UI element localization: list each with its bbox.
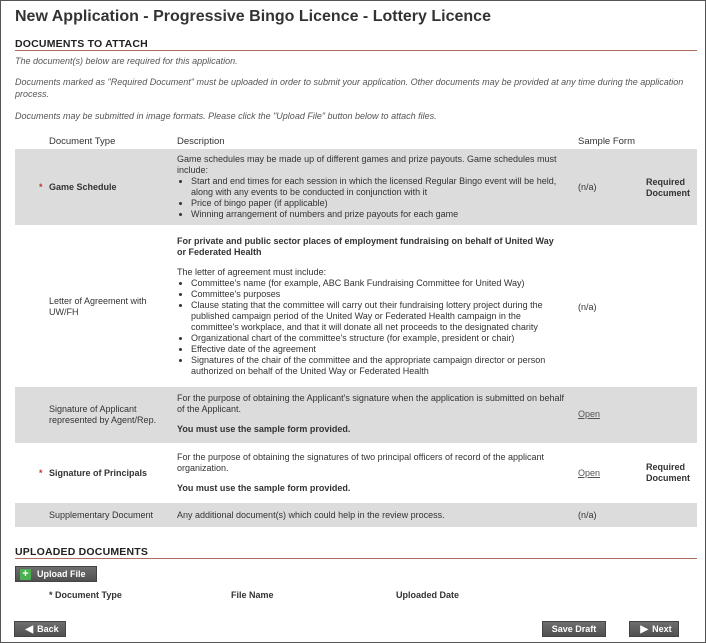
page-title: New Application - Progressive Bingo Licence - Lottery Licence xyxy=(15,8,491,25)
sample-form-requirement: You must use the sample form provided. xyxy=(177,424,351,434)
open-sample-form-link[interactable]: Open xyxy=(578,409,601,419)
description-item: • Signatures of the chair of the committee and the appropriate campaign director or person authorized on behalf of the United Way or Federated Health xyxy=(191,355,565,377)
column-document-type: Document Type xyxy=(49,136,116,147)
plus-icon: + xyxy=(20,569,31,580)
required-document-note: Documents marked as "Required Document" must be uploaded in order to submit your application. Other documents may be provided at any time during the application process. xyxy=(15,77,684,99)
description-intro: For the purpose of obtaining the signatures of two principal officers of record of the applicant organization. xyxy=(177,452,545,473)
description-intro: For the purpose of obtaining the Applicant's signature when the application is submitted on behalf of the Applicant. xyxy=(177,393,564,414)
arrow-right-icon: ▶ xyxy=(640,623,649,635)
document-row-game-schedule xyxy=(15,149,697,225)
column-sample-form: Sample Form xyxy=(578,136,636,147)
upload-file-button[interactable] xyxy=(15,566,97,582)
document-row-supplementary xyxy=(15,503,697,527)
document-description xyxy=(177,236,565,377)
document-row-signature-of-principals xyxy=(15,445,697,501)
sample-form: (n/a) xyxy=(578,302,597,312)
description-item: • Effective date of the agreement xyxy=(191,344,565,355)
document-type: Game Schedule xyxy=(49,182,117,192)
column-description: Description xyxy=(177,136,225,147)
description-item: • Committee's purposes xyxy=(191,289,565,300)
description-heading: For private and public sector places of employment fundraising on behalf of United Way or Federated Health xyxy=(177,236,554,257)
required-marker: * xyxy=(39,468,43,478)
sample-form: (n/a) xyxy=(578,510,597,520)
section-divider xyxy=(15,558,697,559)
document-description xyxy=(177,393,565,435)
next-label: Next xyxy=(652,624,672,634)
document-type: Signature of Principals xyxy=(49,468,148,478)
required-document-label: Required Document xyxy=(646,177,691,198)
save-draft-button[interactable] xyxy=(542,621,606,637)
sample-form-requirement: You must use the sample form provided. xyxy=(177,483,351,493)
next-button[interactable] xyxy=(629,621,679,637)
column-file-name: File Name xyxy=(231,590,274,600)
document-type: Signature of Applicant represented by Agent/Rep. xyxy=(49,404,157,425)
documents-section-heading: DOCUMENTS TO ATTACH xyxy=(15,38,148,50)
back-label: Back xyxy=(37,624,59,634)
documents-table-header xyxy=(15,136,697,147)
description-item: • Committee's name (for example, ABC Bank Fundraising Committee for United Way) xyxy=(191,278,565,289)
description-intro: Game schedules may be made up of different games and prize payouts. Game schedules must include: xyxy=(177,154,557,175)
open-sample-form-link[interactable]: Open xyxy=(578,468,601,478)
required-document-label: Required Document xyxy=(646,462,691,483)
sample-form: (n/a) xyxy=(578,182,597,192)
description-item: • Clause stating that the committee will carry out their fundraising lottery project during the published campaign period of the United Way or Federated Health campaign in the committee's workplace, and that it will donate all net proceeds to the designated charity xyxy=(191,300,565,333)
document-row-letter-of-agreement xyxy=(15,227,697,385)
arrow-left-icon: ◀ xyxy=(25,623,34,635)
document-type: Letter of Agreement with UW/FH xyxy=(49,296,147,317)
document-description: Any additional document(s) which could help in the review process. xyxy=(177,510,445,520)
document-description xyxy=(177,452,565,494)
column-uploaded-date: Uploaded Date xyxy=(396,590,460,600)
description-item: • Winning arrangement of numbers and prize payouts for each game xyxy=(191,209,565,220)
back-button[interactable] xyxy=(14,621,66,637)
description-item: • Organizational chart of the committee's structure (for example, president or chair) xyxy=(191,333,565,344)
description-intro: The letter of agreement must include: xyxy=(177,267,327,277)
document-description xyxy=(177,154,565,220)
upload-file-label: Upload File xyxy=(37,569,86,579)
description-item: • Start and end times for each session in which the licensed Regular Bingo event will be held, along with any events to be conducted in conjunction with it xyxy=(191,176,565,198)
upload-format-note: Documents may be submitted in image formats. Please click the "Upload File" button below to attach files. xyxy=(15,111,437,121)
section-divider xyxy=(15,50,697,51)
required-marker: * xyxy=(39,182,43,192)
required-note: The document(s) below are required for this application. xyxy=(15,56,238,66)
document-row-signature-of-applicant xyxy=(15,387,697,443)
column-uploaded-document-type: * Document Type xyxy=(49,590,122,600)
description-list xyxy=(177,278,565,377)
description-item: • Price of bingo paper (if applicable) xyxy=(191,198,565,209)
uploaded-section-heading: UPLOADED DOCUMENTS xyxy=(15,546,149,558)
save-draft-label: Save Draft xyxy=(551,624,597,634)
description-list xyxy=(177,176,565,220)
document-type: Supplementary Document xyxy=(49,510,154,520)
